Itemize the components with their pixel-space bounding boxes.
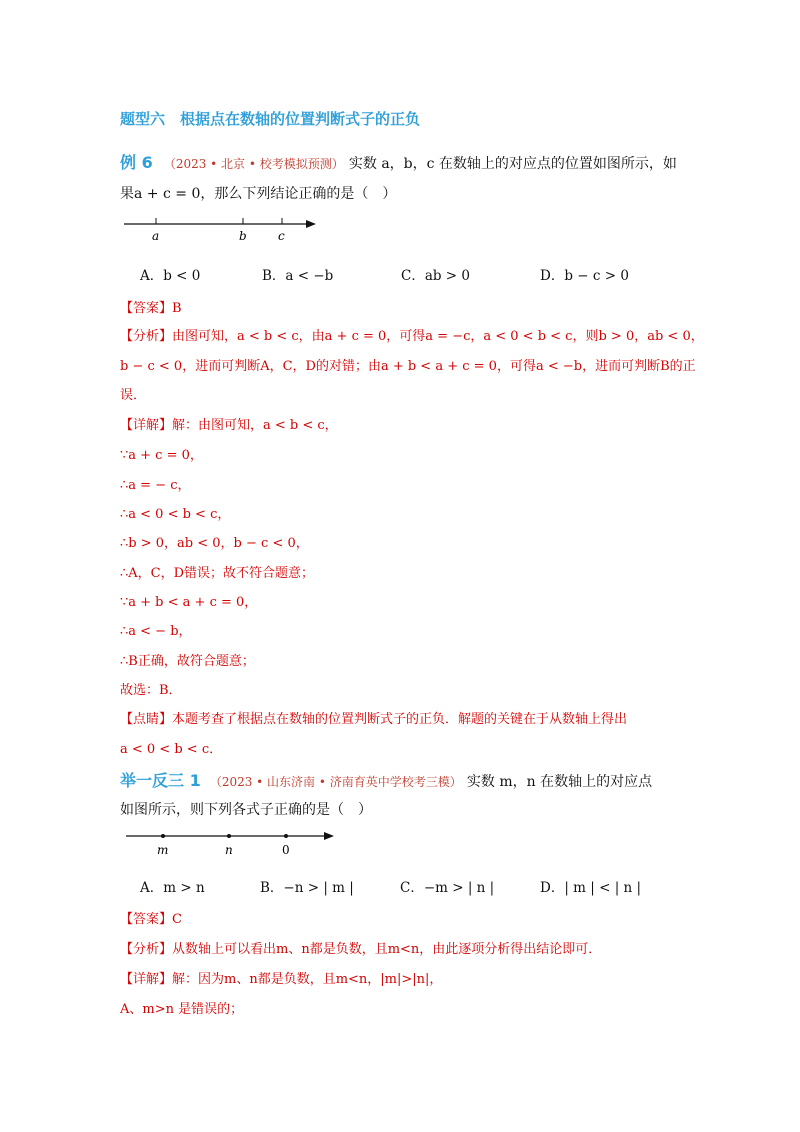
option-c: C．ab > 0 [401,268,471,284]
option-a: A．b < 0 [140,268,201,284]
practice-source: （2023 • 山东济南 • 济南育英中学校考三模） [209,775,462,789]
detail-line: ∴a = − c， [120,478,191,493]
option-d: D．| m | < | n | [540,880,642,896]
axis-label-zero: 0 [282,843,290,857]
option-b: B．−n > | m | [260,880,354,896]
detail-line2: A、m>n 是错误的； [120,1002,244,1017]
detail-line1: 【详解】解：因为m、n都是负数，且m<n，|m|>|n|， [120,972,443,987]
detail-line: ∴a < 0 < b < c， [120,507,231,522]
answer: 【答案】C [120,912,182,927]
analysis-line3: 误． [120,388,147,403]
detail-line: 故选：B． [120,683,182,698]
option-c: C．−m > | n | [400,880,495,896]
axis-label-c: c [278,229,285,243]
practice-header [120,768,652,791]
detail-line: ∵a + b < a + c = 0， [120,595,258,610]
point-zero [284,834,288,838]
option-a: A．m > n [140,880,205,896]
analysis-line1: 【分析】由图可知，a < b < c，由a + c = 0，可得a = −c，a < 0 < b < c，则b > 0，ab < 0， [120,329,704,344]
practice-label: 举一反三 1 [120,771,201,790]
detail-line: ∴a < − b， [120,624,192,639]
detail-line: ∴B正确，故符合题意； [120,654,255,669]
comment-line1: 【点睛】本题考查了根据点在数轴的位置判断式子的正负．解题的关键在于从数轴上得出 [120,712,628,727]
practice-stem-line1: 实数 m，n 在数轴上的对应点 [466,774,653,790]
practice-stem-line2: 如图所示，则下列各式子正确的是（ ） [120,802,372,818]
axis-arrow [306,220,316,228]
detail-line: ∴A，C，D错误；故不符合题意； [120,566,315,581]
number-line-abc [120,212,330,244]
point-m [161,834,165,838]
detail-line: ∵a + c = 0， [120,448,203,463]
detail-line: 【详解】解：由图可知，a < b < c， [120,418,338,433]
answer: 【答案】B [120,301,182,316]
point-n [227,834,231,838]
example-label: 例 6 [120,153,153,172]
analysis: 【分析】从数轴上可以看出m、n都是负数，且m<n，由此逐项分析得出结论即可． [120,942,602,957]
axis-label-a: a [152,229,160,243]
option-b: B．a < −b [262,268,334,284]
example-stem-line1: 实数 a，b，c 在数轴上的对应点的位置如图所示，如 [348,156,677,172]
section-title: 题型六 根据点在数轴的位置判断式子的正负 [120,110,421,128]
number-line-mn0 [120,826,350,860]
example-source: （2023 • 北京 • 校考模拟预测） [163,157,344,171]
example-header [120,150,677,173]
axis-label-b: b [239,229,247,243]
comment-line2: a < 0 < b < c． [120,742,223,757]
axis-arrow [324,832,334,840]
detail-line: ∴b > 0，ab < 0，b − c < 0， [120,536,309,551]
axis-label-n: n [225,843,233,857]
option-d: D．b − c > 0 [540,268,629,284]
example-stem-line2: 果a + c = 0，那么下列结论正确的是（ ） [120,186,397,202]
analysis-line2: b − c < 0，进而可判断A，C，D的对错；由a + b < a + c = 0，可得a < −b，进而可判断B的正 [120,359,696,374]
axis-label-m: m [157,843,169,857]
